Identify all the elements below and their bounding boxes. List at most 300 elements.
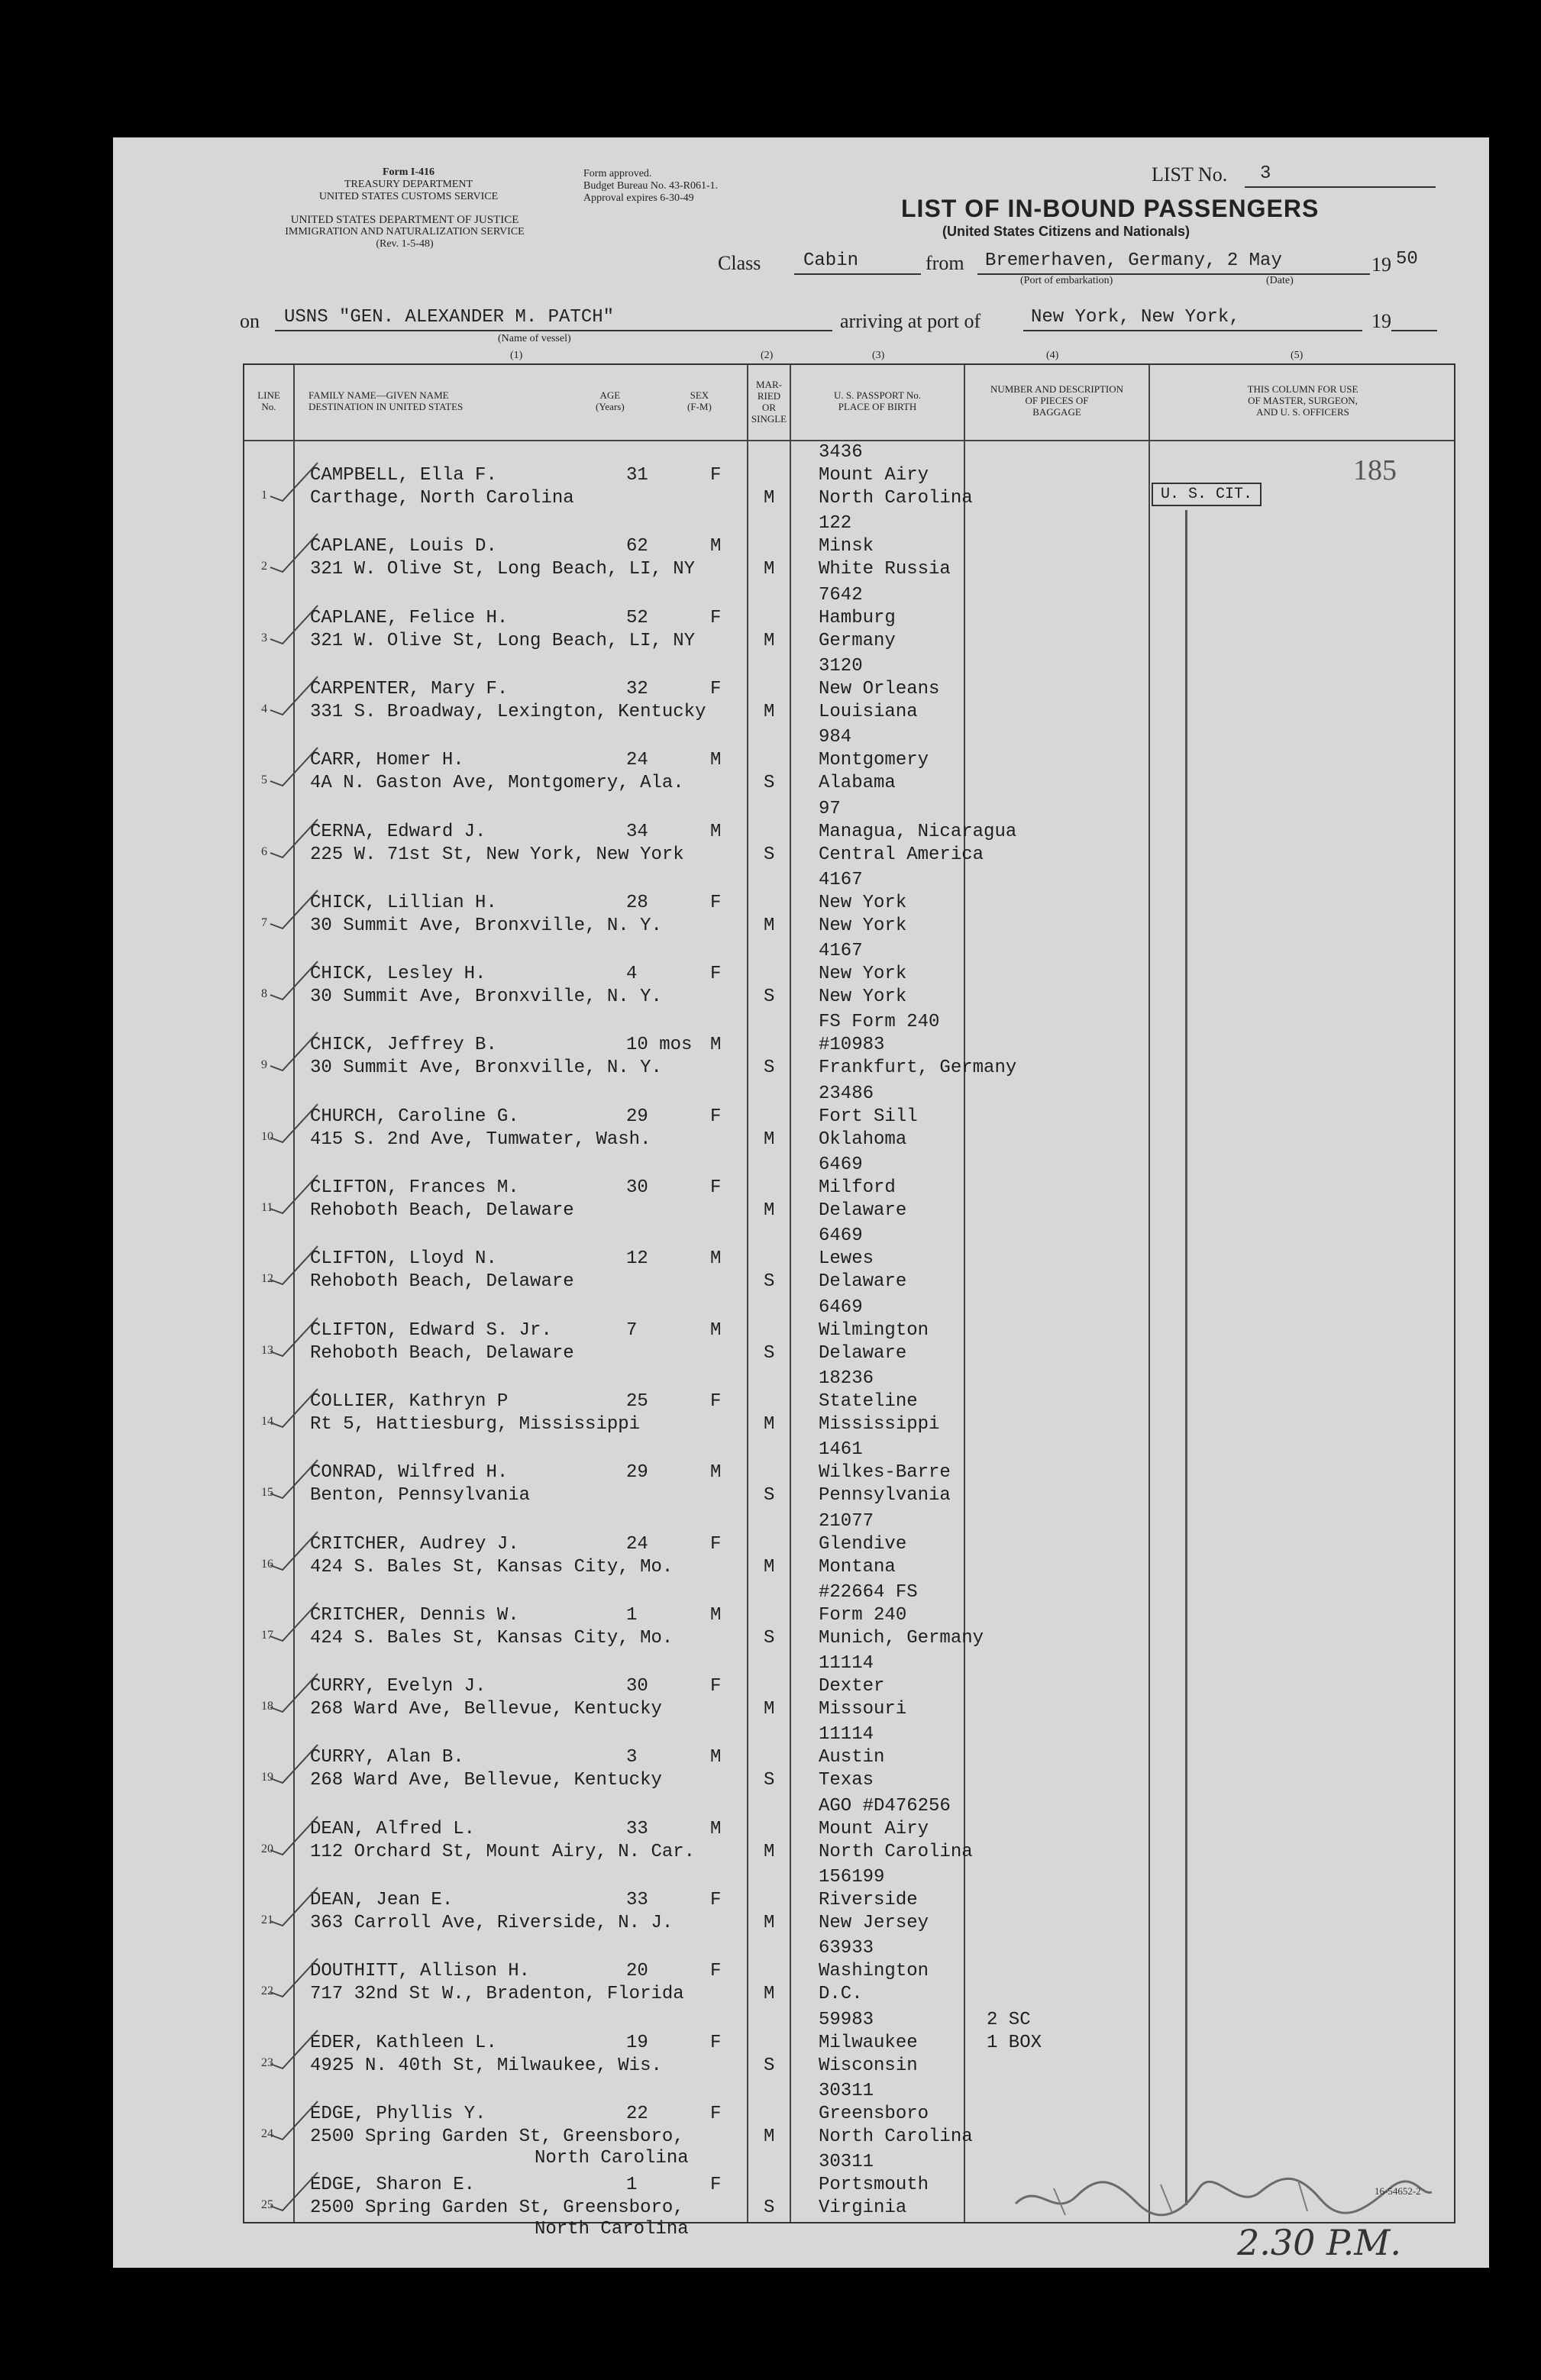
birth-place-2: Texas bbox=[819, 1770, 874, 1791]
passport-number: 18236 bbox=[819, 1368, 874, 1389]
birth-place-2: Pennsylvania bbox=[819, 1485, 951, 1506]
destination: 112 Orchard St, Mount Airy, N. Car. bbox=[310, 1841, 696, 1862]
line-number: 16 bbox=[261, 1557, 273, 1571]
col-number-4: (4) bbox=[1046, 350, 1059, 361]
birth-place-2: New York bbox=[819, 987, 907, 1008]
destination: Rehoboth Beach, Delaware bbox=[310, 1200, 574, 1221]
birth-place: Stateline bbox=[819, 1390, 918, 1412]
header-text: (Years) bbox=[596, 401, 625, 412]
line-number: 14 bbox=[261, 1414, 273, 1428]
header-text: THIS COLUMN FOR USE bbox=[1247, 383, 1358, 395]
sex: M bbox=[710, 1319, 722, 1341]
form-code: 16-54652-2 bbox=[1375, 2185, 1421, 2197]
check-mark-icon bbox=[267, 815, 321, 861]
line-number: 18 bbox=[261, 1700, 273, 1713]
passport-number: 11114 bbox=[819, 1724, 874, 1745]
marital-status: S bbox=[764, 1770, 775, 1791]
age: 10 mos bbox=[626, 1035, 693, 1056]
line-number: 6 bbox=[261, 844, 267, 858]
col-number-1: (1) bbox=[510, 350, 523, 361]
table-row bbox=[244, 1866, 1457, 1937]
arriving-label: arriving at port of bbox=[840, 310, 981, 332]
marital-status: S bbox=[764, 2198, 775, 2219]
form-id-block bbox=[305, 166, 512, 203]
marital-status: S bbox=[764, 1485, 775, 1506]
header-text: AND U. S. OFFICERS bbox=[1256, 406, 1349, 418]
passenger-name: CAPLANE, Louis D. bbox=[310, 536, 497, 557]
age: 1 bbox=[626, 2175, 638, 2196]
line-number: 25 bbox=[261, 2198, 273, 2212]
marital-status: S bbox=[764, 844, 775, 865]
check-mark-icon bbox=[267, 1598, 321, 1644]
line-number: 2 bbox=[261, 560, 267, 573]
sex: F bbox=[710, 678, 722, 699]
passport-number: 156199 bbox=[819, 1867, 885, 1888]
header-line-no bbox=[247, 389, 290, 412]
year-value: 50 bbox=[1396, 249, 1418, 270]
age: 29 bbox=[626, 1106, 648, 1127]
sex: M bbox=[710, 1604, 722, 1626]
sex: F bbox=[710, 1676, 722, 1697]
age: 62 bbox=[626, 536, 648, 557]
age: 52 bbox=[626, 607, 648, 628]
arriving-port: New York, New York, bbox=[1031, 307, 1240, 328]
class-value: Cabin bbox=[803, 250, 859, 271]
birth-place: New York bbox=[819, 964, 907, 985]
header-married bbox=[750, 379, 788, 425]
from-label: from bbox=[926, 252, 964, 274]
passenger-name: CLIFTON, Frances M. bbox=[310, 1177, 519, 1198]
passport-number: 23486 bbox=[819, 1083, 874, 1104]
birth-place: Wilmington bbox=[819, 1319, 929, 1341]
sex: F bbox=[710, 2175, 722, 2196]
destination: 2500 Spring Garden St, Greensboro, bbox=[310, 2126, 684, 2147]
justice-dept-line: UNITED STATES DEPARTMENT OF JUSTICE bbox=[290, 214, 519, 226]
table-row bbox=[244, 655, 1457, 726]
marital-status: S bbox=[764, 2055, 775, 2076]
passenger-name: CHURCH, Caroline G. bbox=[310, 1106, 519, 1127]
destination-state: North Carolina bbox=[535, 2147, 689, 2168]
birth-place: Portsmouth bbox=[819, 2175, 929, 2196]
sex: F bbox=[710, 2103, 722, 2124]
table-row bbox=[244, 2009, 1457, 2080]
passenger-name: CRITCHER, Dennis W. bbox=[310, 1604, 519, 1626]
check-mark-icon bbox=[267, 1812, 321, 1858]
birth-place-2: Virginia bbox=[819, 2198, 907, 2219]
sex: M bbox=[710, 750, 722, 771]
passenger-table bbox=[243, 363, 1455, 2240]
passenger-name: CURRY, Evelyn J. bbox=[310, 1676, 486, 1697]
header-text: RIED bbox=[757, 390, 781, 402]
passenger-name: DOUTHITT, Allison H. bbox=[310, 1961, 531, 1982]
table-row bbox=[244, 1723, 1457, 1794]
birth-place-2: Central America bbox=[819, 844, 984, 865]
birth-place-2: Delaware bbox=[819, 1342, 907, 1364]
header-name bbox=[309, 389, 463, 412]
check-mark-icon bbox=[267, 672, 321, 718]
passport-number: 11114 bbox=[819, 1653, 874, 1674]
destination: Rt 5, Hattiesburg, Mississippi bbox=[310, 1413, 641, 1435]
table-row bbox=[244, 869, 1457, 940]
table-row bbox=[244, 1937, 1457, 2008]
age: 32 bbox=[626, 678, 648, 699]
birth-place: Mount Airy bbox=[819, 465, 929, 486]
check-mark-icon bbox=[267, 1028, 321, 1074]
on-label: on bbox=[240, 310, 260, 332]
check-mark-icon bbox=[267, 1740, 321, 1786]
list-no-underline bbox=[1245, 186, 1436, 188]
justice-block bbox=[229, 214, 580, 250]
birth-place-2: North Carolina bbox=[819, 2126, 973, 2147]
marital-status: M bbox=[764, 630, 775, 651]
form-number: Form I-416 bbox=[382, 166, 435, 178]
birth-place: Glendive bbox=[819, 1533, 907, 1555]
officer-number: 185 bbox=[1353, 454, 1397, 486]
check-mark-icon bbox=[267, 1883, 321, 1929]
list-no-label: LIST No. bbox=[1152, 163, 1228, 186]
passenger-name: CAMPBELL, Ella F. bbox=[310, 465, 497, 486]
age: 33 bbox=[626, 1818, 648, 1839]
birth-place-2: Frankfurt, Germany bbox=[819, 1058, 1017, 1079]
passport-number: 1461 bbox=[819, 1439, 863, 1461]
page-subtitle: (United States Citizens and Nationals) bbox=[942, 224, 1190, 239]
birth-place: Greensboro bbox=[819, 2103, 929, 2124]
passenger-name: CHICK, Jeffrey B. bbox=[310, 1035, 497, 1056]
line-number: 11 bbox=[261, 1201, 273, 1214]
vessel-name: USNS "GEN. ALEXANDER M. PATCH" bbox=[284, 307, 615, 328]
check-mark-icon bbox=[267, 1171, 321, 1216]
header-text: PLACE OF BIRTH bbox=[838, 401, 917, 412]
line-number: 13 bbox=[261, 1343, 273, 1357]
sex: M bbox=[710, 1462, 722, 1484]
table-row bbox=[244, 1652, 1457, 1723]
table-row bbox=[244, 1083, 1457, 1154]
sex: F bbox=[710, 964, 722, 985]
birth-place: Milford bbox=[819, 1177, 896, 1198]
destination: Carthage, North Carolina bbox=[310, 488, 574, 509]
marital-status: M bbox=[764, 1841, 775, 1862]
header-text: U. S. PASSPORT No. bbox=[833, 389, 922, 401]
signature-scrawl bbox=[1008, 2165, 1436, 2227]
birth-place-2: Oklahoma bbox=[819, 1129, 907, 1150]
line-number: 12 bbox=[261, 1272, 273, 1286]
passport-number: 59983 bbox=[819, 2009, 874, 2030]
age: 20 bbox=[626, 1961, 648, 1982]
passport-number: 21077 bbox=[819, 1510, 874, 1532]
header-age bbox=[596, 389, 625, 412]
table-row bbox=[244, 798, 1457, 869]
passport-number: 6469 bbox=[819, 1226, 863, 1247]
birth-place: Managua, Nicaragua bbox=[819, 821, 1017, 842]
birth-place-2: Mississippi bbox=[819, 1413, 940, 1435]
line-number: 7 bbox=[261, 916, 267, 929]
marital-status: M bbox=[764, 488, 775, 509]
destination: 30 Summit Ave, Bronxville, N. Y. bbox=[310, 1058, 662, 1079]
header-officers bbox=[1152, 383, 1454, 418]
marital-status: M bbox=[764, 1913, 775, 1933]
year-prefix: 19 bbox=[1371, 254, 1391, 276]
check-mark-icon bbox=[267, 1954, 321, 2000]
passport-number: 984 bbox=[819, 727, 852, 748]
marital-status: S bbox=[764, 773, 775, 794]
passport-number: AGO #D476256 bbox=[819, 1795, 951, 1816]
marital-status: M bbox=[764, 559, 775, 580]
birth-place: Hamburg bbox=[819, 607, 896, 628]
line-number: 17 bbox=[261, 1628, 273, 1642]
passenger-name: CERNA, Edward J. bbox=[310, 821, 486, 842]
check-mark-icon bbox=[267, 1527, 321, 1573]
table-row bbox=[244, 1011, 1457, 1082]
header-text: SEX bbox=[690, 389, 709, 401]
destination: 424 S. Bales St, Kansas City, Mo. bbox=[310, 1556, 674, 1578]
passenger-name: EDGE, Phyllis Y. bbox=[310, 2103, 486, 2124]
birth-place: Fort Sill bbox=[819, 1106, 918, 1127]
destination: 424 S. Bales St, Kansas City, Mo. bbox=[310, 1627, 674, 1649]
birth-place-2: New Jersey bbox=[819, 1913, 929, 1933]
marital-status: S bbox=[764, 1342, 775, 1364]
marital-status: M bbox=[764, 701, 775, 722]
header-text: No. bbox=[261, 401, 276, 412]
from-value: Bremerhaven, Germany, 2 May bbox=[985, 250, 1282, 271]
marital-status: S bbox=[764, 1058, 775, 1079]
destination: 225 W. 71st St, New York, New York bbox=[310, 844, 684, 865]
header-text: BAGGAGE bbox=[1032, 406, 1081, 418]
destination: 30 Summit Ave, Bronxville, N. Y. bbox=[310, 987, 662, 1008]
department-line: TREASURY DEPARTMENT bbox=[344, 179, 473, 190]
header-text: NUMBER AND DESCRIPTION bbox=[990, 383, 1124, 395]
date-caption: (Date) bbox=[1266, 275, 1294, 286]
year2-underline bbox=[1391, 330, 1437, 331]
line-number: 19 bbox=[261, 1771, 273, 1784]
check-mark-icon bbox=[267, 1313, 321, 1359]
check-mark-icon bbox=[267, 886, 321, 932]
line-number: 20 bbox=[261, 1842, 273, 1855]
line-number: 23 bbox=[261, 2055, 273, 2069]
header-text: DESTINATION IN UNITED STATES bbox=[309, 401, 464, 412]
list-no-value: 3 bbox=[1260, 163, 1271, 184]
table-row bbox=[244, 1225, 1457, 1296]
passport-number: #22664 FS bbox=[819, 1581, 918, 1603]
destination: Rehoboth Beach, Delaware bbox=[310, 1342, 574, 1364]
baggage: 2 SC bbox=[987, 2009, 1031, 2030]
age: 24 bbox=[626, 1533, 648, 1555]
destination: 363 Carroll Ave, Riverside, N. J. bbox=[310, 1913, 674, 1933]
destination: 4925 N. 40th St, Milwaukee, Wis. bbox=[310, 2055, 662, 2076]
sex: F bbox=[710, 1390, 722, 1412]
passenger-name: CHICK, Lesley H. bbox=[310, 964, 486, 985]
passport-number: 30311 bbox=[819, 2152, 874, 2173]
revision-line: (Rev. 1-5-48) bbox=[376, 238, 434, 250]
class-label: Class bbox=[718, 252, 761, 274]
check-mark-icon bbox=[267, 458, 321, 504]
line-number: 21 bbox=[261, 1913, 273, 1926]
sex: F bbox=[710, 465, 722, 486]
birth-place-2: Delaware bbox=[819, 1200, 907, 1221]
budget-line: Budget Bureau No. 43-R061-1. bbox=[583, 180, 719, 192]
marital-status: M bbox=[764, 1699, 775, 1720]
check-mark-icon bbox=[267, 743, 321, 789]
age: 25 bbox=[626, 1390, 648, 1412]
line-number: 10 bbox=[261, 1129, 273, 1143]
table-row bbox=[244, 584, 1457, 655]
vessel-underline bbox=[275, 330, 832, 331]
us-citizen-stamp: U. S. CIT. bbox=[1152, 483, 1262, 506]
header-text: OF PIECES OF bbox=[1025, 395, 1089, 406]
birth-place-2: Louisiana bbox=[819, 701, 918, 722]
destination-state: North Carolina bbox=[535, 2219, 689, 2240]
marital-status: M bbox=[764, 1413, 775, 1435]
table-row bbox=[244, 512, 1457, 583]
passport-number: 122 bbox=[819, 513, 852, 534]
marital-status: M bbox=[764, 2126, 775, 2147]
passport-number: 3120 bbox=[819, 655, 863, 677]
service-line: UNITED STATES CUSTOMS SERVICE bbox=[318, 191, 499, 202]
line-number: 4 bbox=[261, 702, 267, 715]
table-row bbox=[244, 441, 1457, 512]
destination: 717 32nd St W., Bradenton, Florida bbox=[310, 1984, 684, 2005]
line-number: 22 bbox=[261, 1984, 273, 1998]
destination: 321 W. Olive St, Long Beach, LI, NY bbox=[310, 559, 696, 580]
line-number: 1 bbox=[261, 489, 267, 502]
line-number: 9 bbox=[261, 1058, 267, 1072]
age: 30 bbox=[626, 1177, 648, 1198]
passenger-name: CLIFTON, Lloyd N. bbox=[310, 1248, 497, 1270]
col-number-3: (3) bbox=[872, 350, 885, 361]
col-number-5: (5) bbox=[1291, 350, 1304, 361]
marital-status: M bbox=[764, 1200, 775, 1221]
marital-status: S bbox=[764, 1627, 775, 1649]
destination: 268 Ward Ave, Bellevue, Kentucky bbox=[310, 1699, 662, 1720]
sex: M bbox=[710, 821, 722, 842]
passport-number: 30311 bbox=[819, 2080, 874, 2101]
line-number: 15 bbox=[261, 1486, 273, 1500]
birth-place-2: New York bbox=[819, 915, 907, 936]
table-row bbox=[244, 940, 1457, 1011]
inspector-signature bbox=[1008, 2165, 1436, 2230]
check-mark-icon bbox=[267, 1669, 321, 1715]
baggage-2: 1 BOX bbox=[987, 2032, 1042, 2053]
approval-block bbox=[583, 168, 718, 205]
port-caption: (Port of embarkation) bbox=[1020, 275, 1113, 286]
time-note: 2.30 P.M. bbox=[1237, 2222, 1402, 2263]
sex: F bbox=[710, 1533, 722, 1555]
passenger-name: CLIFTON, Edward S. Jr. bbox=[310, 1319, 552, 1341]
table-row bbox=[244, 1297, 1457, 1368]
passenger-name: CARR, Homer H. bbox=[310, 750, 464, 771]
age: 33 bbox=[626, 1890, 648, 1910]
birth-place: Mount Airy bbox=[819, 1818, 929, 1839]
age: 19 bbox=[626, 2032, 648, 2053]
passport-number: 97 bbox=[819, 798, 841, 819]
passenger-name: CHICK, Lillian H. bbox=[310, 892, 497, 913]
passport-number: 7642 bbox=[819, 584, 863, 605]
table-row bbox=[244, 1581, 1457, 1652]
col-number-2: (2) bbox=[761, 350, 774, 361]
destination: Benton, Pennsylvania bbox=[310, 1485, 531, 1506]
sex: M bbox=[710, 1747, 722, 1768]
birth-place-2: Alabama bbox=[819, 773, 896, 794]
birth-place-2: Germany bbox=[819, 630, 896, 651]
check-mark-icon bbox=[267, 601, 321, 647]
expiry-line: Approval expires 6-30-49 bbox=[583, 192, 694, 204]
table-row bbox=[244, 1439, 1457, 1510]
sex: M bbox=[710, 1035, 722, 1056]
birth-place: New York bbox=[819, 892, 907, 913]
table-row bbox=[244, 2080, 1457, 2168]
birth-place: Dexter bbox=[819, 1676, 885, 1697]
destination: 331 S. Broadway, Lexington, Kentucky bbox=[310, 701, 706, 722]
year2-prefix: 19 bbox=[1371, 310, 1391, 332]
line-number: 8 bbox=[261, 987, 267, 1001]
birth-place: Austin bbox=[819, 1747, 885, 1768]
destination: 2500 Spring Garden St, Greensboro, bbox=[310, 2198, 684, 2219]
check-mark-icon bbox=[267, 1242, 321, 1287]
sex: F bbox=[710, 607, 722, 628]
sex: F bbox=[710, 1177, 722, 1198]
passenger-name: DEAN, Alfred L. bbox=[310, 1818, 476, 1839]
header-text: AGE bbox=[599, 389, 621, 401]
sex: M bbox=[710, 1818, 722, 1839]
age: 31 bbox=[626, 465, 648, 486]
passport-number: 6469 bbox=[819, 1154, 863, 1175]
birth-place-2: Wisconsin bbox=[819, 2055, 918, 2076]
sex: M bbox=[710, 536, 722, 557]
vessel-caption: (Name of vessel) bbox=[498, 333, 571, 344]
sex: F bbox=[710, 1961, 722, 1982]
sex: F bbox=[710, 1106, 722, 1127]
destination: 4A N. Gaston Ave, Montgomery, Ala. bbox=[310, 773, 684, 794]
age: 12 bbox=[626, 1248, 648, 1270]
header-text: OF MASTER, SURGEON, bbox=[1248, 395, 1358, 406]
passenger-name: CONRAD, Wilfred H. bbox=[310, 1462, 509, 1484]
birth-place: Lewes bbox=[819, 1248, 874, 1270]
age: 7 bbox=[626, 1319, 638, 1341]
table-row bbox=[244, 1795, 1457, 1866]
passport-number: 3436 bbox=[819, 442, 863, 463]
header-sex bbox=[687, 389, 712, 412]
age: 34 bbox=[626, 821, 648, 842]
age: 22 bbox=[626, 2103, 648, 2124]
destination: 321 W. Olive St, Long Beach, LI, NY bbox=[310, 630, 696, 651]
header-baggage bbox=[967, 383, 1147, 418]
destination: Rehoboth Beach, Delaware bbox=[310, 1271, 574, 1293]
birth-place: Riverside bbox=[819, 1890, 918, 1910]
marital-status: M bbox=[764, 915, 775, 936]
class-underline bbox=[794, 273, 921, 275]
check-mark-icon bbox=[267, 2168, 321, 2214]
birth-place-2: Delaware bbox=[819, 1271, 907, 1293]
passport-number: 4167 bbox=[819, 941, 863, 962]
header-passport bbox=[793, 389, 962, 412]
passport-number: FS Form 240 bbox=[819, 1012, 940, 1033]
sex: F bbox=[710, 892, 722, 913]
sex: F bbox=[710, 1890, 722, 1910]
marital-status: M bbox=[764, 1984, 775, 2005]
passenger-name: CURRY, Alan B. bbox=[310, 1747, 464, 1768]
marital-status: M bbox=[764, 1129, 775, 1150]
header-text: MAR- bbox=[756, 379, 782, 390]
birth-place-2: Munich, Germany bbox=[819, 1627, 984, 1649]
passenger-name: COLLIER, Kathryn P bbox=[310, 1390, 509, 1412]
age: 28 bbox=[626, 892, 648, 913]
birth-place: Form 240 bbox=[819, 1604, 907, 1626]
check-mark-icon bbox=[267, 529, 321, 575]
marital-status: M bbox=[764, 1556, 775, 1578]
destination: 30 Summit Ave, Bronxville, N. Y. bbox=[310, 915, 662, 936]
destination: 415 S. 2nd Ave, Tumwater, Wash. bbox=[310, 1129, 651, 1150]
passenger-name: EDER, Kathleen L. bbox=[310, 2032, 497, 2053]
check-mark-icon bbox=[267, 1455, 321, 1501]
